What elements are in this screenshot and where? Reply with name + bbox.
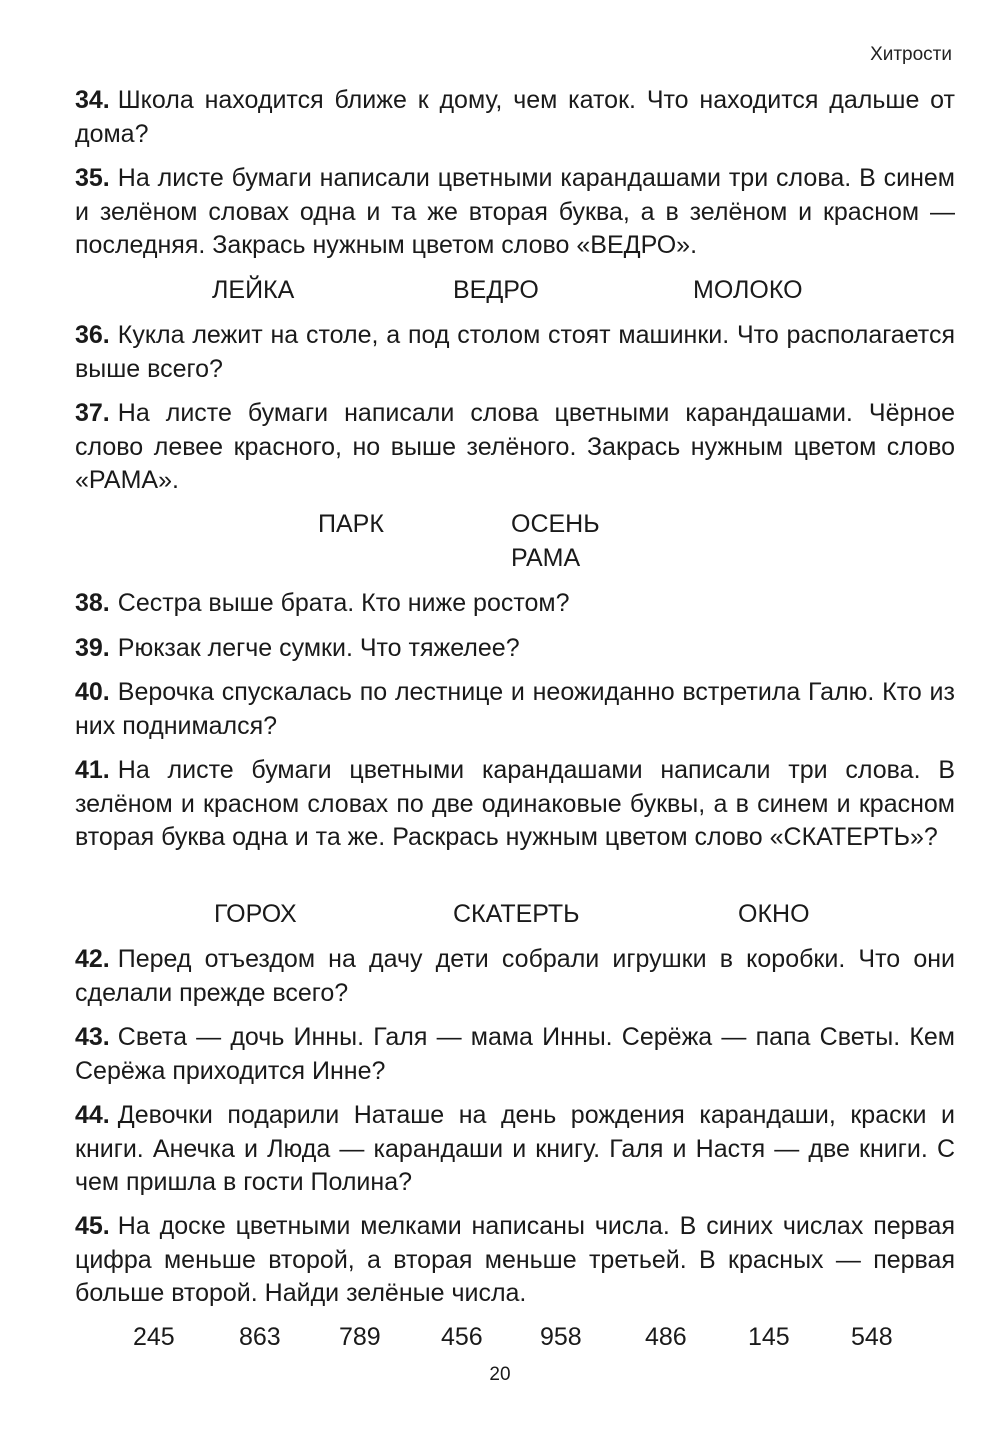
number-item: 145 (748, 1323, 790, 1351)
task-text: На листе бумаги цветными карандашами написали три слова. В зелёном и красном словах по две одинаковые буквы, а в синем и красном вторая буква одна и та же. Раскрась нужным цветом слово «СКАТЕРТЬ»? (75, 756, 955, 851)
task-39 (75, 632, 955, 666)
task-42 (75, 943, 955, 1010)
task-number: 38. (75, 589, 110, 617)
task-text: На листе бумаги написали цветными карандашами три слова. В синем и зелёном словах одна и та же вторая буква, а в зелёном и красном — последняя. Закрась нужным цветом слово «ВЕДРО». (75, 164, 955, 259)
task-number: 42. (75, 945, 110, 973)
task-text: Света — дочь Инны. Галя — мама Инны. Серёжа — папа Светы. Кем Серёжа приходится Инне? (75, 1023, 955, 1085)
task-text: Школа находится ближе к дому, чем каток. Что находится дальше от дома? (75, 86, 955, 148)
task-number: 44. (75, 1101, 110, 1129)
task-text: Кукла лежит на столе, а под столом стоят машинки. Что располагается выше всего? (75, 321, 955, 383)
page-number: 20 (489, 1364, 511, 1385)
task-number: 43. (75, 1023, 110, 1051)
task-40 (75, 676, 955, 743)
word-item: СКАТЕРТЬ (453, 900, 580, 928)
task-number: 40. (75, 678, 110, 706)
task-38 (75, 587, 955, 621)
task-44 (75, 1099, 955, 1200)
word-item: ОКНО (738, 900, 810, 928)
task-41 (75, 754, 955, 855)
number-item: 486 (645, 1323, 687, 1351)
word-item: ЛЕЙКА (212, 276, 295, 304)
task-text: Верочка спускалась по лестнице и неожиданно встретила Галю. Кто из них поднимался? (75, 678, 955, 740)
task-text: Девочки подарили Наташе на день рождения карандаши, краски и книги. Анечка и Люда — карандаши и книгу. Галя и Настя — две книги. С чем пришла в гости Полина? (75, 1101, 955, 1196)
task-number: 41. (75, 756, 110, 784)
number-item: 548 (851, 1323, 893, 1351)
number-item: 958 (540, 1323, 582, 1351)
task-text: Перед отъездом на дачу дети собрали игрушки в коробки. Что они сделали прежде всего? (75, 945, 955, 1007)
word-item: МОЛОКО (693, 276, 803, 304)
task-text: На листе бумаги написали слова цветными карандашами. Чёрное слово левее красного, но выше зелёного. Закрась нужным цветом слово «РАМА». (75, 399, 955, 494)
task-43 (75, 1021, 955, 1088)
number-item: 789 (339, 1323, 381, 1351)
task-number: 35. (75, 164, 110, 192)
task-37 (75, 397, 955, 498)
task-text: Рюкзак легче сумки. Что тяжелее? (117, 634, 520, 662)
task-number: 34. (75, 86, 110, 114)
number-item: 245 (133, 1323, 175, 1351)
number-item: 863 (239, 1323, 281, 1351)
task-number: 37. (75, 399, 110, 427)
number-item: 456 (441, 1323, 483, 1351)
running-header: Хитрости (870, 44, 952, 65)
task-text: На доске цветными мелками написаны числа. В синих числах первая цифра меньше второй, а вторая меньше третьей. В красных — первая больше второй. Найди зелёные числа. (75, 1212, 955, 1307)
task-number: 39. (75, 634, 110, 662)
word-item: ВЕДРО (453, 276, 539, 304)
task-36 (75, 319, 955, 386)
task-35 (75, 162, 955, 263)
word-item: РАМА (511, 544, 581, 572)
task-number: 45. (75, 1212, 110, 1240)
task-number: 36. (75, 321, 110, 349)
word-item: ПАРК (318, 510, 384, 538)
task-45 (75, 1210, 955, 1311)
word-item: ОСЕНЬ (511, 510, 600, 538)
word-item: ГОРОХ (214, 900, 297, 928)
task-text: Сестра выше брата. Кто ниже ростом? (117, 589, 570, 617)
task-34 (75, 84, 955, 151)
word-grid-37 (0, 508, 1000, 578)
